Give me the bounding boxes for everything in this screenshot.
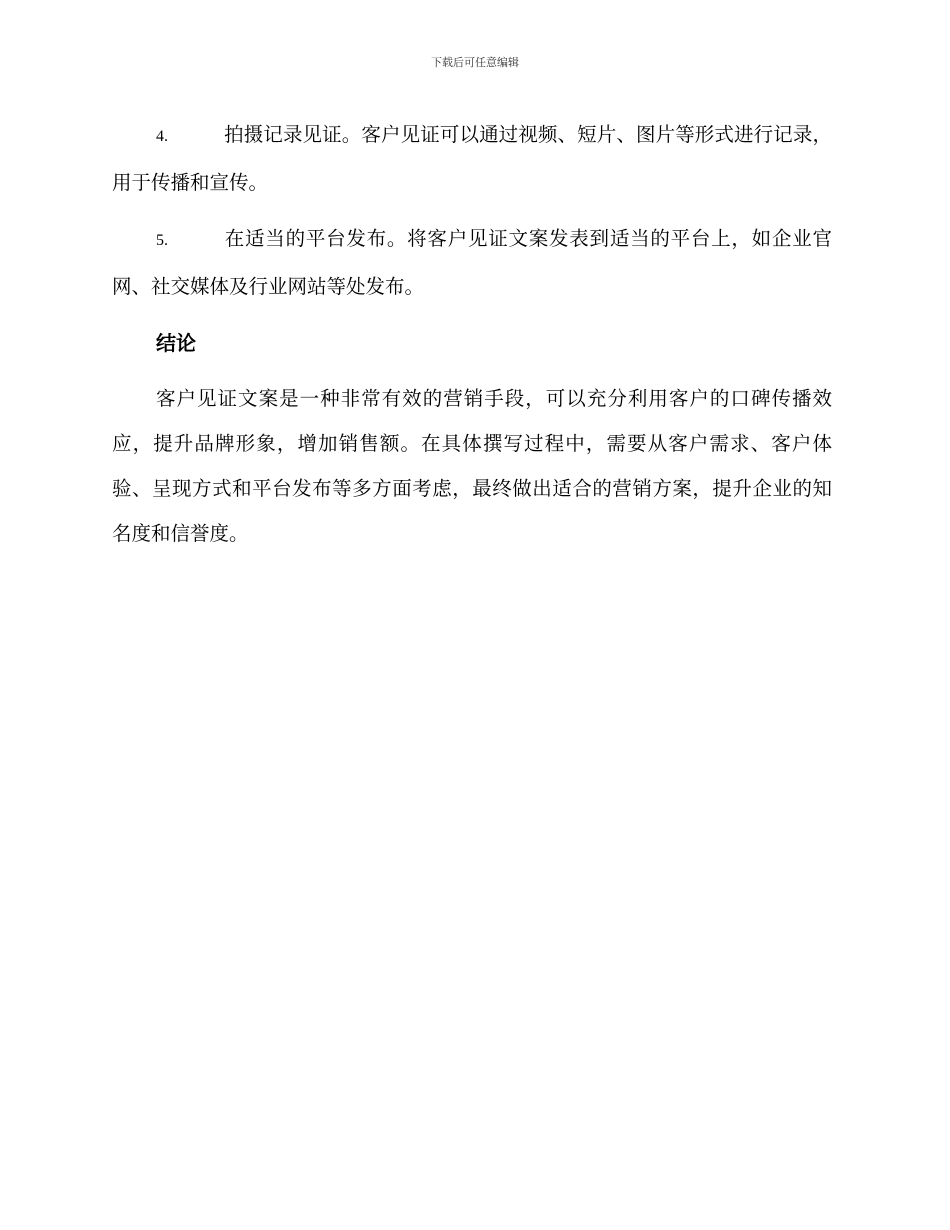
list-item-text: 拍摄记录见证。客户见证可以通过视频、短片、图片等形式进行记录，用于传播和宣传。 [112, 123, 832, 194]
conclusion-paragraph: 客户见证文案是一种非常有效的营销手段，可以充分利用客户的口碑传播效应，提升品牌形象，增加销售额。在具体撰写过程中，需要从客户需求、客户体验、呈现方式和平台发布等多方面考虑，最终做出适合的营销方案，提升企业的知名度和信誉度。 [112, 387, 832, 545]
document-body [112, 112, 832, 556]
list-item [112, 216, 832, 310]
list-item-number: 5. [156, 232, 168, 249]
list-item-number: 4. [156, 128, 168, 145]
section-heading-conclusion: 结论 [156, 331, 196, 355]
list-item-text: 在适当的平台发布。将客户见证文案发表到适当的平台上，如企业官网、社交媒体及行业网站等处发布。 [112, 227, 832, 298]
list-item [112, 112, 832, 206]
header-note: 下载后可任意编辑 [431, 56, 519, 69]
